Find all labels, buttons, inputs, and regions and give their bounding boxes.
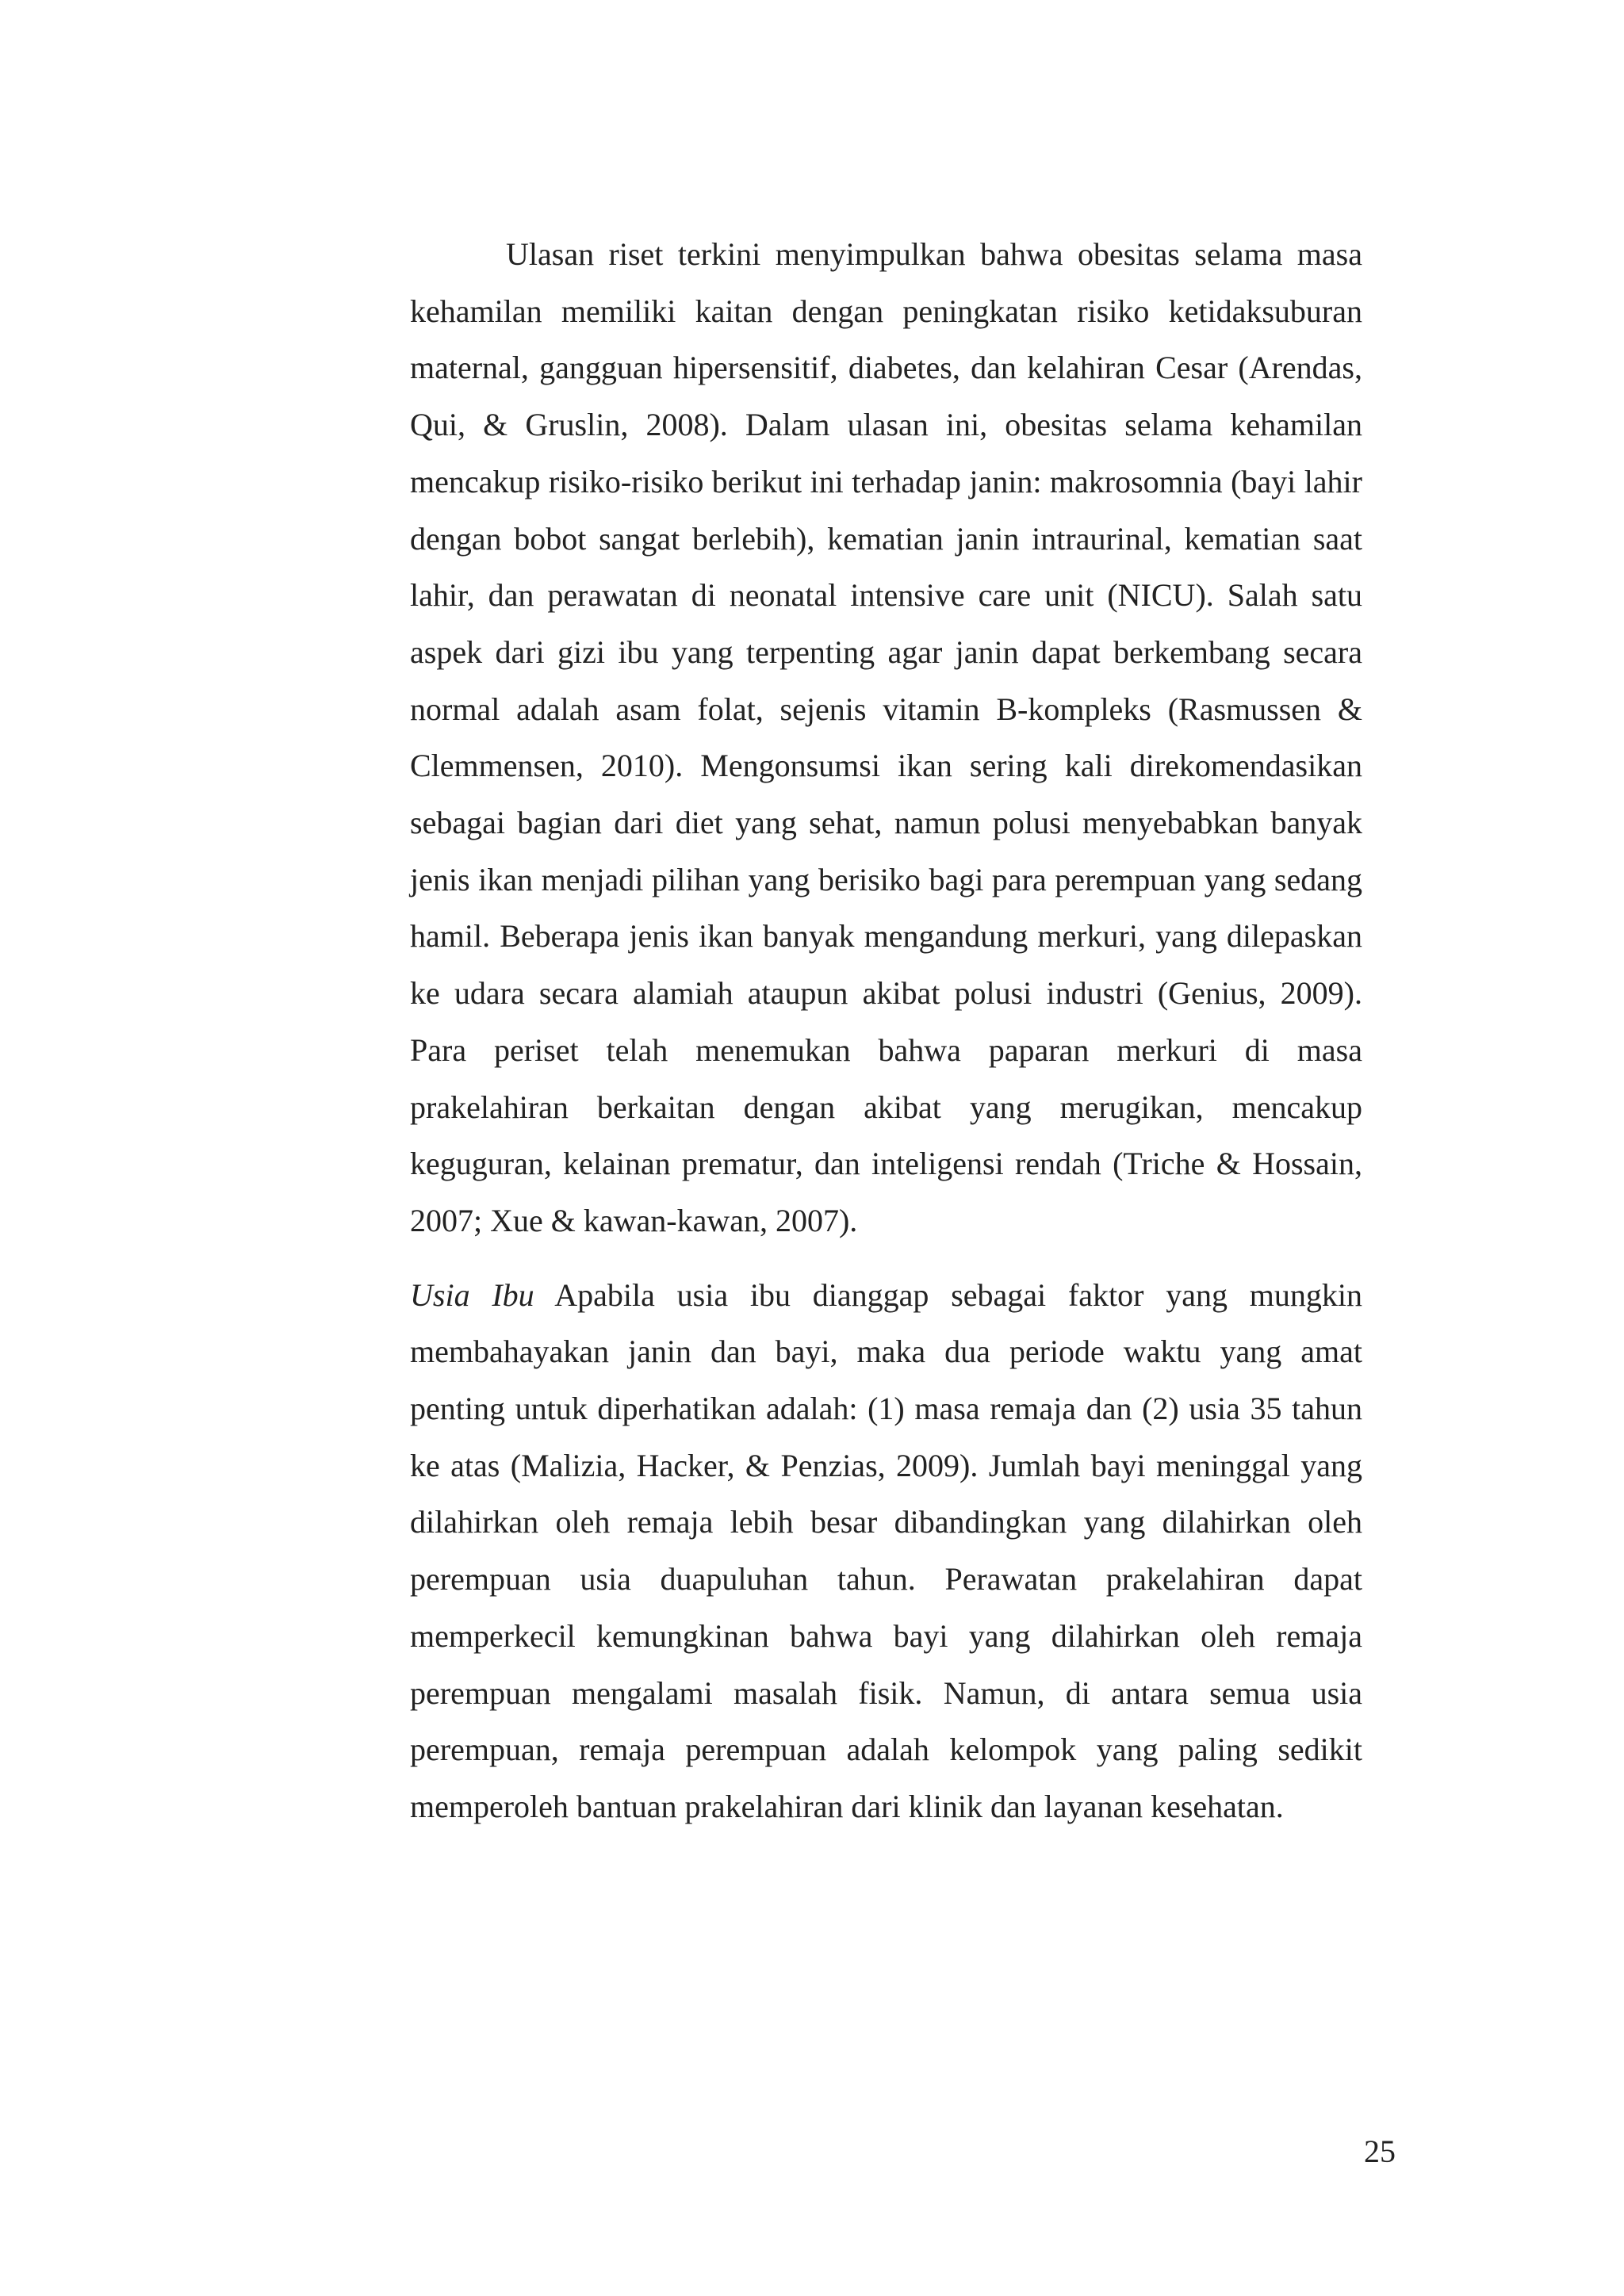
section-term-usia-ibu: Usia Ibu xyxy=(410,1276,534,1313)
body-text xyxy=(410,226,1362,1835)
paragraph-obesity-nutrition: Ulasan riset terkini menyimpulkan bahwa obesitas selama masa kehamilan memiliki kaitan dengan peningkatan risiko ketidaksuburan maternal, gangguan hipersensitif, diabetes, dan kelahiran Cesar (Arendas, Qui, & Gruslin, 2008). Dalam ulasan ini, obesitas selama kehamilan mencakup risiko-risiko berikut ini terhadap janin: makrosomnia (bayi lahir dengan bobot sangat berlebih), kematian janin intraurinal, kematian saat lahir, dan perawatan di neonatal intensive care unit (NICU). Salah satu aspek dari gizi ibu yang terpenting agar janin dapat berkembang secara normal adalah asam folat, sejenis vitamin B-kompleks (Rasmussen & Clemmensen, 2010). Mengonsumsi ikan sering kali direkomendasikan sebagai bagian dari diet yang sehat, namun polusi menyebabkan banyak jenis ikan menjadi pilihan yang berisiko bagi para perempuan yang sedang hamil. Beberapa jenis ikan banyak mengandung merkuri, yang dilepaskan ke udara secara alamiah ataupun akibat polusi industri (Genius, 2009). Para periset telah menemukan bahwa paparan merkuri di masa prakelahiran berkaitan dengan akibat yang merugikan, mencakup keguguran, kelainan prematur, dan inteligensi rendah (Triche & Hossain, 2007; Xue & kawan-kawan, 2007). xyxy=(410,236,1362,1238)
page-number: 25 xyxy=(1364,2133,1396,2169)
paragraph-maternal-age xyxy=(410,1267,1362,1835)
paragraph-maternal-age-text: Apabila usia ibu dianggap sebagai faktor yang mungkin membahayakan janin dan bayi, maka dua periode waktu yang amat penting untuk diperhatikan adalah: (1) masa remaja dan (2) usia 35 tahun ke atas (Malizia, Hacker, & Penzias, 2009). Jumlah bayi meninggal yang dilahirkan oleh remaja lebih besar dibandingkan yang dilahirkan oleh perempuan usia duapuluhan tahun. Perawatan prakelahiran dapat memperkecil kemungkinan bahwa bayi yang dilahirkan oleh remaja perempuan mengalami masalah fisik. Namun, di antara semua usia perempuan, remaja perempuan adalah kelompok yang paling sedikit memperoleh bantuan prakelahiran dari klinik dan layanan kesehatan. xyxy=(410,1276,1363,1824)
